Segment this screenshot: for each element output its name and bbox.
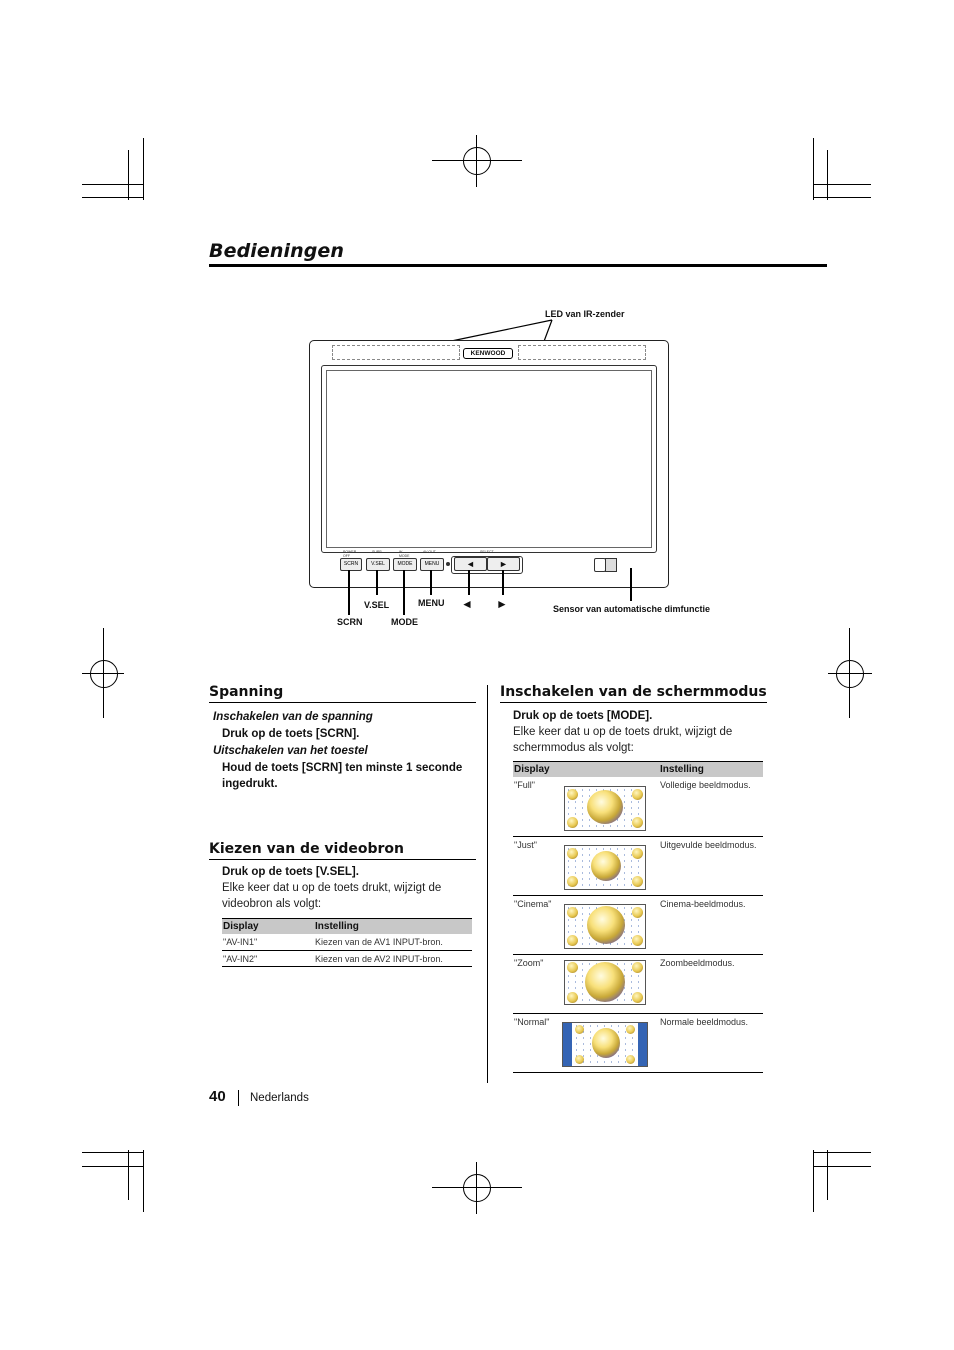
- row-setting: Kiezen van de AV1 INPUT-bron.: [315, 937, 443, 947]
- row-setting: Normale beeldmodus.: [660, 1017, 749, 1027]
- row-display: "Full": [514, 780, 535, 790]
- power-off-heading: Uitschakelen van het toestel: [213, 745, 368, 757]
- schermmodus-title: Inschakelen van de schermmodus: [500, 684, 767, 700]
- right-callout-line: [502, 570, 504, 595]
- crop-mark: [813, 1166, 871, 1167]
- right-arrow-button[interactable]: ►: [487, 557, 520, 571]
- schermmodus-desc-2: schermmodus als volgt:: [513, 742, 634, 754]
- col-setting: Instelling: [315, 921, 359, 932]
- table-row: [513, 1014, 763, 1073]
- ir-led-right: [518, 345, 646, 360]
- power-on-heading: Inschakelen van de spanning: [213, 711, 373, 723]
- row-display: "AV-IN1": [223, 937, 258, 947]
- page-number: 40: [209, 1088, 226, 1105]
- wmode-label: W. MODE: [399, 550, 410, 558]
- indicator-dot: [446, 562, 450, 566]
- table-row: [222, 934, 472, 951]
- vsel-callout: V.SEL: [364, 600, 390, 610]
- videobron-rule: [209, 859, 476, 860]
- crop-mark: [82, 1152, 144, 1153]
- menu-callout: MENU: [418, 598, 445, 608]
- screen: [326, 370, 652, 548]
- row-setting: Kiezen van de AV2 INPUT-bron.: [315, 954, 443, 964]
- row-setting: Uitgevulde beeldmodus.: [660, 840, 757, 850]
- schermmodus-rule: [500, 702, 767, 703]
- col-display: Display: [223, 921, 259, 932]
- schermmodus-desc-1: Elke keer dat u op de toets drukt, wijzigt de: [513, 726, 733, 738]
- ir-led-left: [332, 345, 460, 360]
- row-display: "Zoom": [514, 958, 544, 968]
- scrn-callout-line: [348, 570, 350, 615]
- crop-mark: [143, 1150, 144, 1212]
- videobron-desc-1: Elke keer dat u op de toets drukt, wijzigt de: [222, 882, 442, 894]
- power-off-text-1: Houd de toets [SCRN] ten minste 1 seconde: [222, 762, 463, 774]
- schermmodus-instruction: Druk op de toets [MODE].: [513, 710, 653, 722]
- device-frame: [309, 340, 669, 588]
- menu-callout-line: [430, 570, 432, 595]
- videobron-desc-2: videobron als volgt:: [222, 898, 322, 910]
- left-callout: ◄: [461, 597, 473, 611]
- scrn-button[interactable]: SCRN: [340, 558, 362, 571]
- table-row: [513, 837, 763, 896]
- crop-mark: [82, 1166, 144, 1167]
- screen-outer: [321, 365, 657, 553]
- crop-mark: [813, 1152, 871, 1153]
- row-setting: Cinema-beeldmodus.: [660, 899, 746, 909]
- videobron-instruction: Druk op de toets [V.SEL].: [222, 866, 359, 878]
- mode-button[interactable]: MODE: [393, 558, 417, 571]
- table-row: [222, 951, 472, 967]
- videobron-title: Kiezen van de videobron: [209, 841, 405, 857]
- right-callout: ►: [496, 597, 508, 611]
- footer-separator: [238, 1090, 239, 1106]
- mode-callout-line: [403, 570, 405, 615]
- led-label: LED van IR-zender: [545, 309, 625, 319]
- scrn-callout: SCRN: [337, 617, 363, 627]
- crop-mark: [128, 1150, 129, 1200]
- row-setting: Volledige beeldmodus.: [660, 780, 751, 790]
- column-divider: [487, 685, 488, 1083]
- power-off-text-2: ingedrukt.: [222, 778, 278, 790]
- vsel-button[interactable]: V.SEL: [366, 558, 390, 571]
- table-row: [513, 955, 763, 1014]
- table-row: [513, 896, 763, 955]
- crop-mark: [827, 1150, 828, 1200]
- avout-label: AV OUT: [423, 550, 436, 554]
- col-setting: Instelling: [660, 764, 704, 775]
- table-row: [513, 777, 763, 837]
- row-setting: Zoombeeldmodus.: [660, 958, 735, 968]
- cinema-mode-thumbnail: [564, 904, 646, 949]
- mode-callout: MODE: [391, 617, 418, 627]
- spanning-title: Spanning: [209, 684, 284, 700]
- row-display: "Normal": [514, 1017, 550, 1027]
- menu-button[interactable]: MENU: [420, 558, 444, 571]
- left-arrow-button[interactable]: ◄: [454, 557, 487, 571]
- left-callout-line: [468, 570, 470, 595]
- vsel-callout-line: [376, 570, 378, 595]
- sensor-callout: Sensor van automatische dimfunctie: [553, 604, 711, 614]
- footer-language: Nederlands: [250, 1092, 309, 1104]
- power-off-label: POWER OFF: [343, 550, 357, 558]
- row-display: "AV-IN2": [223, 954, 258, 964]
- full-mode-thumbnail: [564, 786, 646, 831]
- col-display: Display: [514, 764, 550, 775]
- supp-label: SUPP: [372, 550, 382, 554]
- sensor-callout-line: [630, 568, 632, 601]
- dimmer-sensor: [605, 558, 617, 572]
- normal-mode-thumbnail: [562, 1022, 648, 1067]
- row-display: "Cinema": [514, 899, 552, 909]
- brand-logo: KENWOOD: [463, 348, 513, 359]
- crop-mark: [813, 1150, 814, 1212]
- videobron-table-header: [222, 918, 472, 934]
- schermmodus-table-header: [513, 761, 763, 777]
- power-on-text: Druk op de toets [SCRN].: [222, 728, 360, 740]
- zoom-mode-thumbnail: [564, 960, 646, 1005]
- spanning-rule: [209, 702, 476, 703]
- row-display: "Just": [514, 840, 537, 850]
- page-title: Bedieningen: [209, 240, 345, 262]
- select-label: SELECT: [480, 550, 494, 554]
- just-mode-thumbnail: [564, 845, 646, 890]
